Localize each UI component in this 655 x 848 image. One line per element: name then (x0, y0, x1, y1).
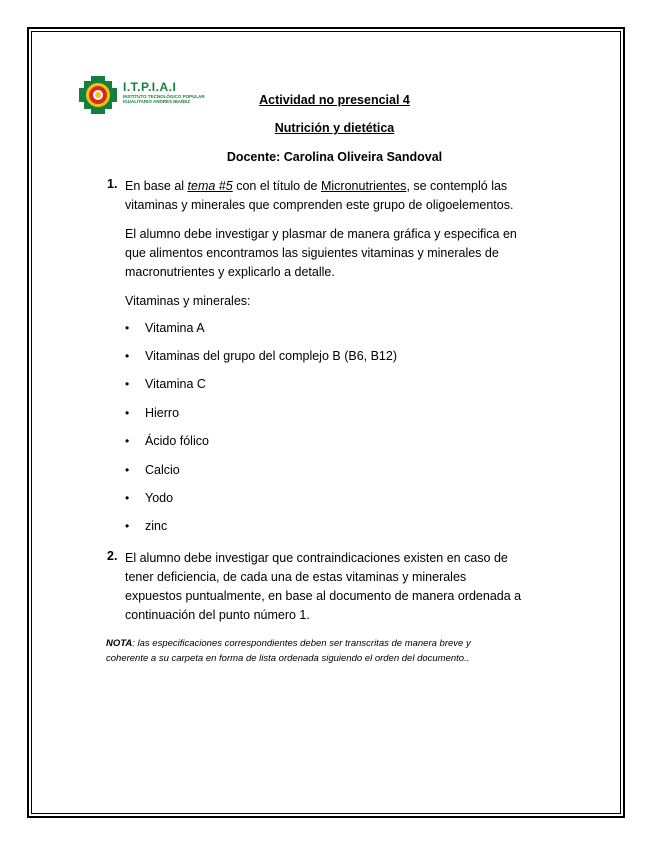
bullet-icon: • (125, 491, 130, 505)
topic-link[interactable]: tema #5 (187, 179, 233, 193)
teacher-name: Docente: Carolina Oliveira Sandoval (226, 150, 443, 164)
list-item: Vitamina C (145, 377, 206, 391)
list-item: Vitamina A (145, 321, 205, 335)
bullet-icon: • (125, 406, 130, 420)
course-title: Nutrición y dietética (274, 121, 395, 135)
list-heading: Vitaminas y minerales: (125, 294, 251, 308)
note-label: NOTA (106, 638, 133, 649)
logo-title: I.T.P.I.A.I (123, 80, 177, 94)
topic-name: Micronutrientes (320, 179, 407, 193)
logo-subtitle: INSTITUTO TECNOLÓGICO POPULAR IGUALITARIO ANDRES IBAÑEZ (123, 94, 205, 104)
list-item: Yodo (145, 491, 174, 505)
item-1-paragraph-1: En base al tema #5 con el título de Micronutrientes, se contempló las vitaminas y minerales que comprenden este grupo de oligoelementos. (125, 179, 514, 212)
list-item: Vitaminas del grupo del complejo B (B6, B12) (145, 349, 397, 363)
bullet-icon: • (125, 519, 130, 533)
item-1-number: 1. (107, 177, 118, 191)
note: NOTA: las especificaciones correspondientes deben ser transcritas de manera breve y coherente a su carpeta en forma de lista ordenada siguiendo el orden del documento.. (106, 638, 471, 664)
page-border (27, 27, 625, 818)
bullet-icon: • (125, 463, 130, 477)
bullet-icon: • (125, 377, 130, 391)
list-item: zinc (145, 519, 168, 533)
item-1-paragraph-2: El alumno debe investigar y plasmar de manera gráfica y especifica en que alimentos encontramos las siguientes vitaminas y minerales de macronutrientes y explicarlo a detalle. (125, 227, 517, 279)
item-2-paragraph: El alumno debe investigar que contraindicaciones existen en caso de tener deficiencia, de cada una de estas vitaminas y minerales expuestos puntualmente, en base al documento de manera ordenada a continuación del punto número 1. (125, 551, 522, 622)
list-item: Calcio (145, 463, 180, 477)
bullet-icon: • (125, 321, 130, 335)
list-item: Hierro (145, 406, 180, 420)
bullet-icon: • (125, 349, 130, 363)
activity-title: Actividad no presencial 4 (259, 93, 410, 107)
list-item: Ácido fólico (145, 434, 209, 448)
item-2-number: 2. (107, 549, 118, 563)
page-border-inner (31, 31, 621, 814)
bullet-icon: • (125, 434, 130, 448)
